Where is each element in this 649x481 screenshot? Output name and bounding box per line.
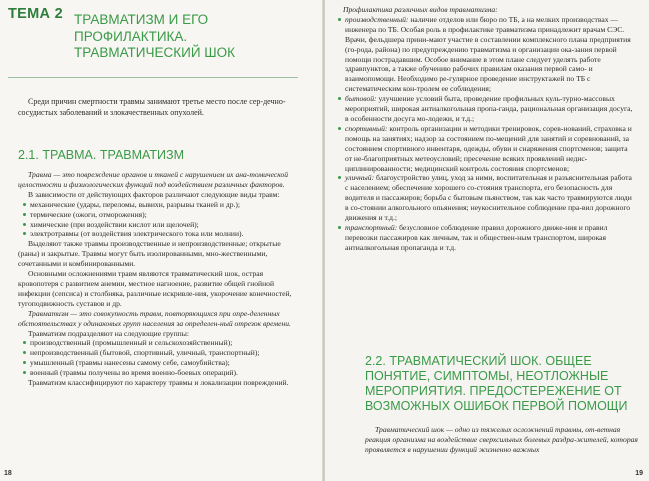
list-item: химические (при воздействии кислот или щелочей); bbox=[22, 220, 301, 230]
paragraph: Основными осложнениями травм являются травматический шок, острая кровопотеря с развитием анемии, местное нагноение, развитие общей гнойной инфекции (сепсиса) и столбняка, различные искривле-ния, укорочение конечностей, тугоподвижность суставов и др. bbox=[18, 269, 292, 308]
section-title-2-1: 2.1. ТРАВМА. ТРАВМАТИЗМ bbox=[18, 148, 184, 162]
section-title-2-2: 2.2. ТРАВМАТИЧЕСКИЙ ШОК. ОБЩЕЕ ПОНЯТИЕ, СИМПТОМЫ, НЕОТЛОЖНЫЕ МЕРОПРИЯТИЯ. ПРЕДОСТЕРЕЖЕНИЕ ОТ ВОЗМОЖНЫХ ОШИБОК ПЕРВОЙ ПОМОЩИ bbox=[365, 354, 628, 413]
header-divider bbox=[8, 77, 298, 78]
list-item: производственный (промышленный и сельскохозяйственный); bbox=[22, 338, 301, 348]
list-item: умышленный (травмы нанесены самому себе, самоубийства); bbox=[22, 358, 301, 368]
list-item: термические (ожоги, отморожения); bbox=[22, 210, 301, 220]
shock-definition: Травматический шок — одно из тяжелых осложнений травмы, от-ветная реакция организма на воздействие сверхсильных болевых раздра-жителей, которая проявляется в нарушении функций жизненно важных bbox=[365, 425, 638, 455]
list-item: транспортный: безусловное соблюдение правил дорожного движе-ния и правил перевозки пассажиров как личным, так и обществен-ным транспортом, широкая антиалкогольная пропаганда и т.д. bbox=[337, 223, 633, 253]
left-page bbox=[0, 0, 324, 481]
traumatism-groups-list bbox=[18, 338, 301, 378]
paragraph: Травматизм классифицируют по характеру травмы и локализации повреждений. bbox=[28, 378, 289, 388]
intro-paragraph: Среди причин смертности травмы занимают третье место после сер-дечно-сосудистых заболеваний и злокачественных опухолей. bbox=[18, 97, 286, 117]
paragraph: Травматизм подразделяют на следующие группы: bbox=[28, 328, 189, 338]
trauma-types-list bbox=[18, 200, 301, 240]
paragraph: Выделяют также травмы производственные и непроизводственные; открытые (раны) и закрытые. Травмы могут быть изолированными, мно-жественными, сочетанными и комбинированными. bbox=[18, 239, 281, 269]
list-item: военный (травмы получены во время военно-боевых операций). bbox=[22, 368, 301, 378]
right-page bbox=[325, 0, 649, 481]
left-body-text bbox=[18, 170, 301, 388]
list-item: уличный: благоустройство улиц, уход за ними, воспитательная и разъяснительная работа с населением; обеспечение хорошего со-стояния транспорта, его безопасность для водителя и пассажиров; борьба с бытовым пьянством, так как часто травмируются люди в со-стоянии алкогольного опьянения; неукоснительное соблюдение пра-вил дорожного движения и т.д.; bbox=[337, 173, 633, 223]
list-item: бытовой: улучшение условий быта, проведение профильных куль-турно-массовых мероприятий, широкая антиалкогольная пропа-ганда, рациональная организация досуга, в особенности досуга мо-лодежи, и т.д.; bbox=[337, 94, 633, 124]
page-number-right: 19 bbox=[635, 470, 643, 477]
page-number-left: 18 bbox=[4, 470, 12, 477]
right-body-text bbox=[333, 5, 633, 253]
chapter-title: ТРАВМАТИЗМ И ЕГО ПРОФИЛАКТИКА. ТРАВМАТИЧЕСКИЙ ШОК bbox=[74, 12, 236, 60]
topic-label: ТЕМА 2 bbox=[8, 6, 63, 22]
prevention-lead: Профилактика различных видов травматизма: bbox=[343, 5, 498, 14]
definition-trauma: Травма — это повреждение органов и тканей с нарушением их ана-томической целостности и физиологических функций под воздействием различных факторов. bbox=[18, 170, 289, 189]
paragraph: В зависимости от действующих факторов различают следующие виды травм: bbox=[28, 189, 280, 199]
list-item: механические (удары, переломы, вывихи, разрывы тканей и др.); bbox=[22, 200, 301, 210]
prevention-list bbox=[333, 15, 633, 253]
list-item: спортивный: контроль организации и методики тренировок, сорев-нований, страховка и помощь на занятиях; надзор за состоянием по-мещений для занятий и соревнований, за состоянием спортивного инвентаря, одежды, обуви и снаряжения спортсменов; защита от не-благоприятных метеоусловий; пресечение всяких проявлений недис-циплинированности; медицинский контроль состояния спортсменов; bbox=[337, 124, 633, 174]
list-item: непроизводственный (бытовой, спортивный, уличный, транспортный); bbox=[22, 348, 301, 358]
list-item: производственный: наличие отделов или бюро по ТБ, а на мелких производствах — инженера по ТБ. Особая роль в профилактике травматизма принадлежит врачам СЭС. Врачи, фельдшера прини-мают участие в составлении комплексного плана предприятия (го-рода, района) по предупреждению травматизма и организации ока-зания первой помощи пострадавшим. Особое внимание в этом плане следует уделять работе здравпунктов, а также обучению рабочих правилам оказания первой само- и взаимопомощи. Необходимо ре-гулярное проведение инструктажей по ТБ с систематическим кон-тролем ее соблюдения; bbox=[337, 15, 633, 94]
definition-traumatism: Травматизм — это совокупность травм, повторяющихся при опре-деленных обстоятельствах у одинаковых групп населения за определен-ный отрезок времени. bbox=[18, 308, 291, 328]
list-item: электротравмы (от воздействия электрического тока или молнии). bbox=[22, 229, 301, 239]
